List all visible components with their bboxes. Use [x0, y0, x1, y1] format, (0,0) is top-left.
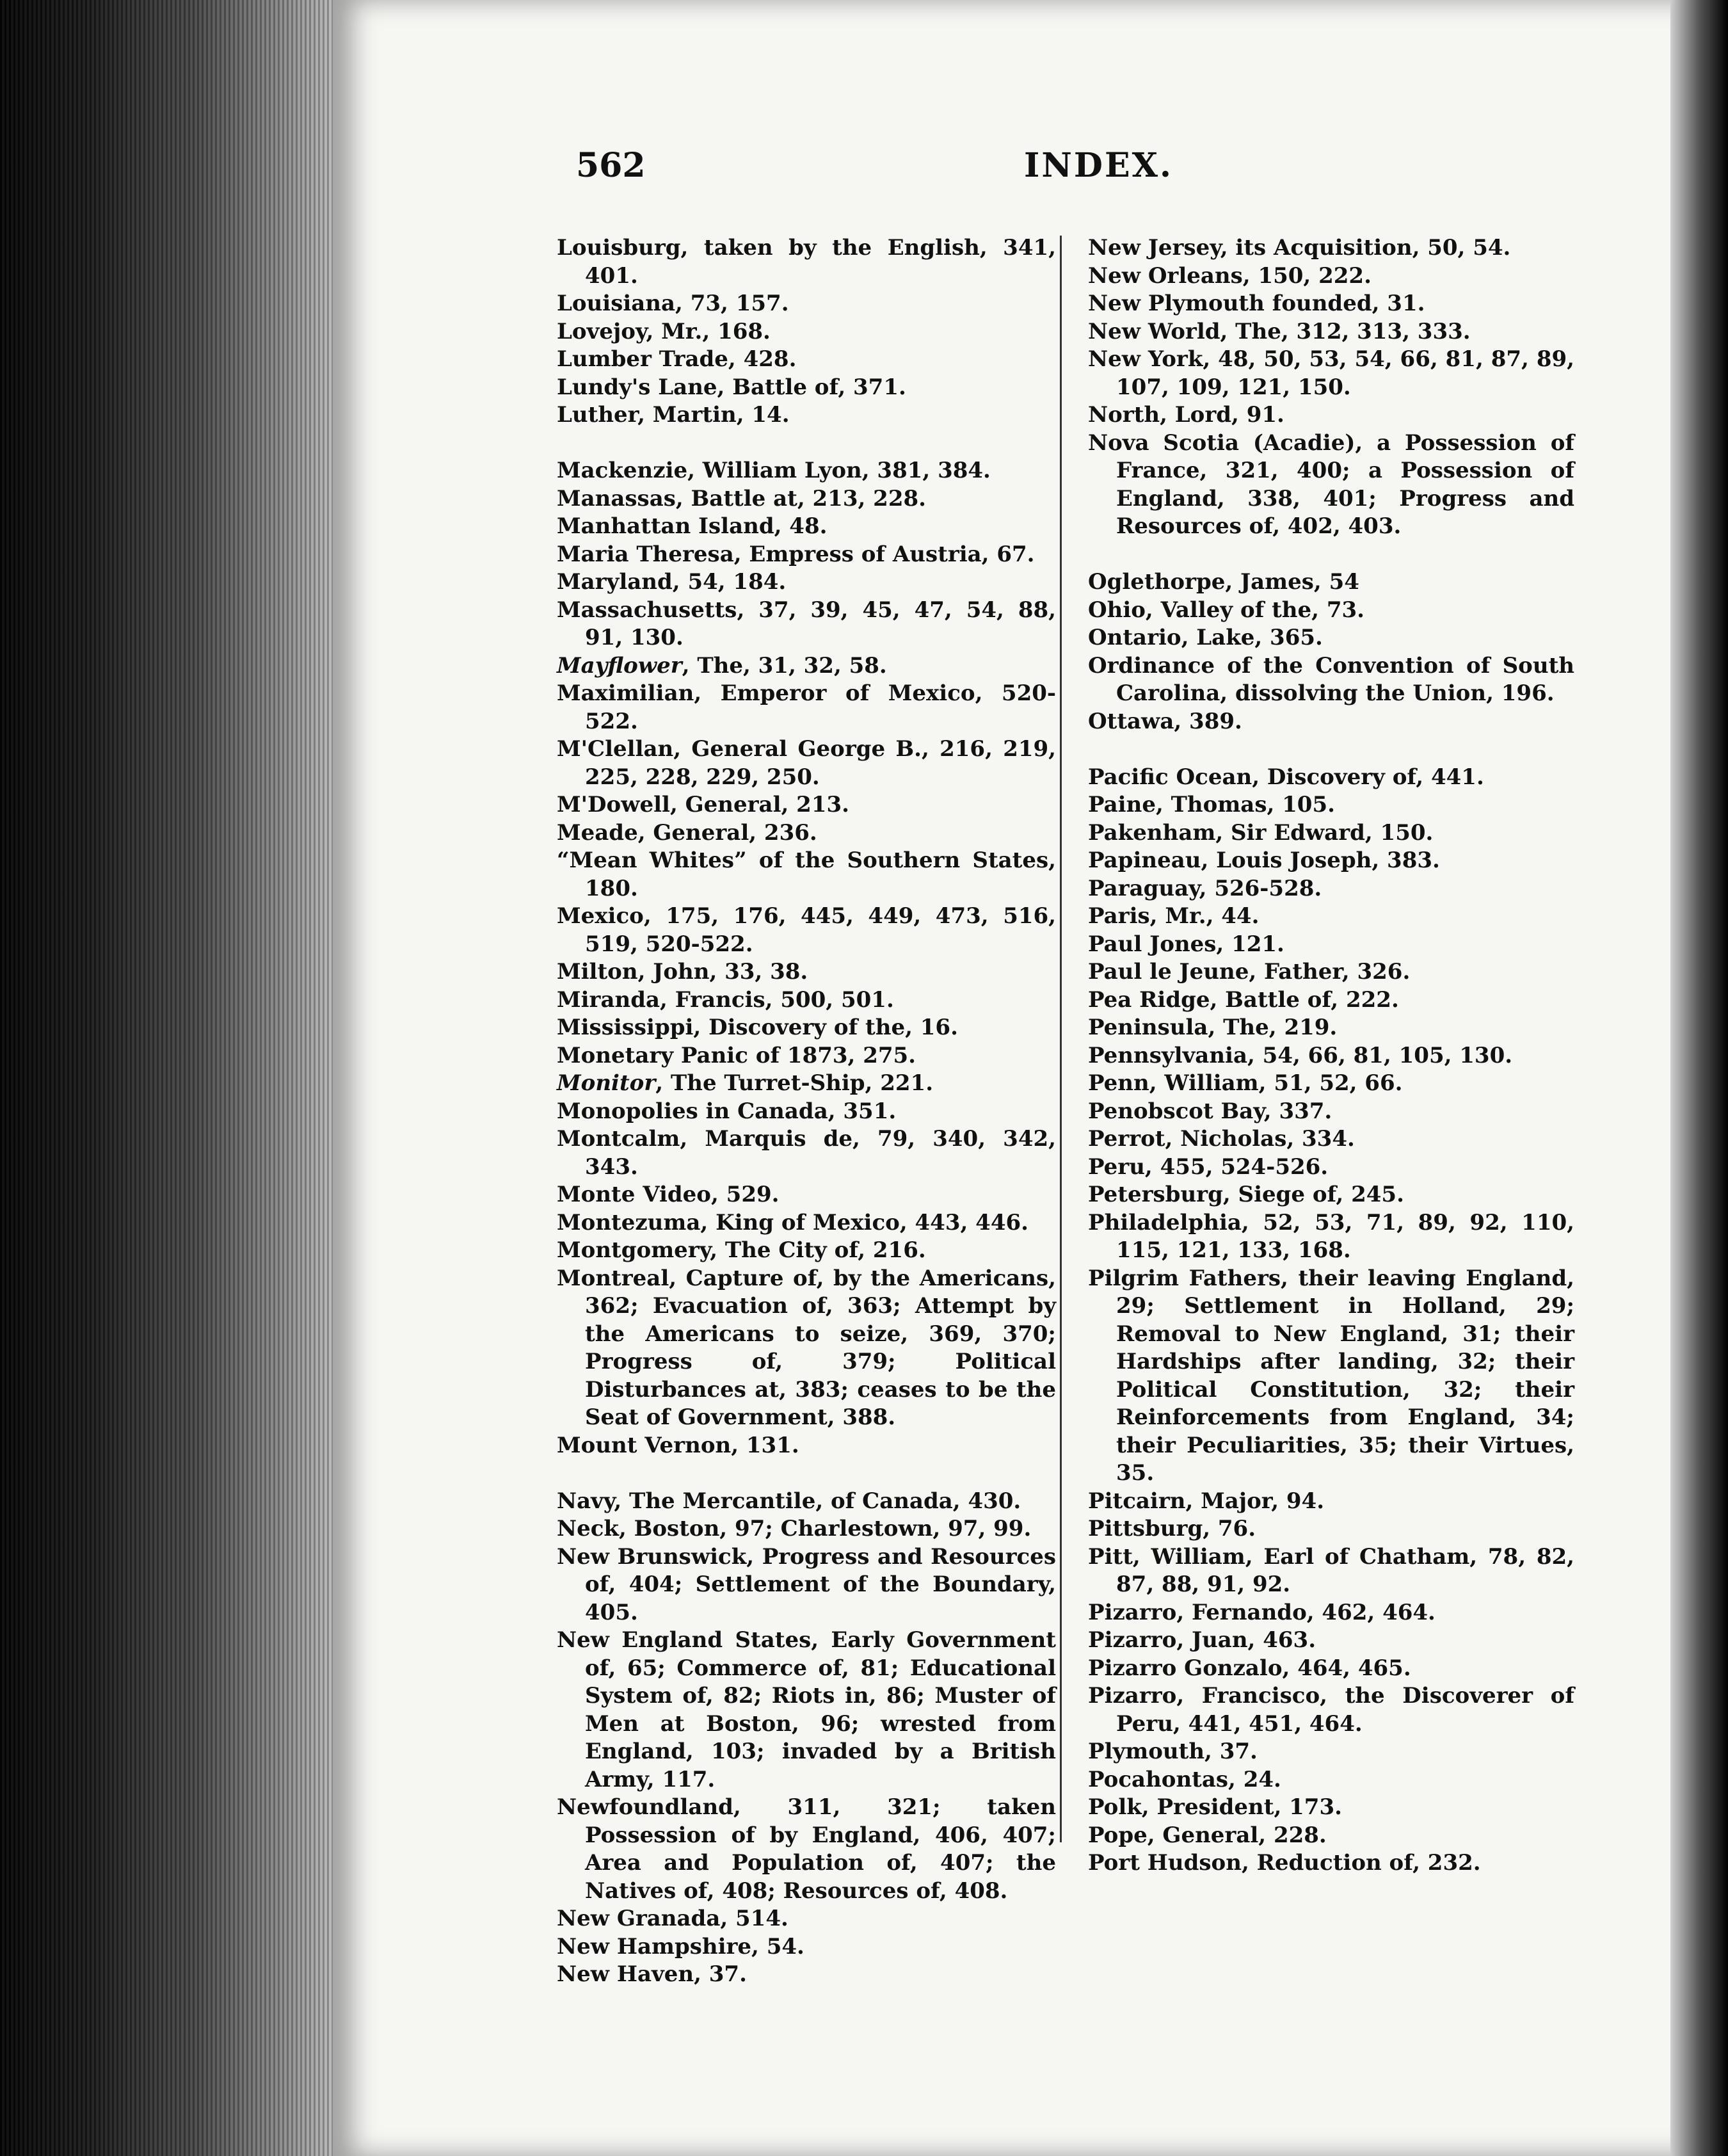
- entry-text: Maryland, 54, 184.: [557, 569, 787, 595]
- index-entry: [557, 1042, 1056, 1070]
- index-entry: [557, 736, 1056, 791]
- index-entry: [1088, 847, 1574, 875]
- index-entry: [557, 457, 1056, 485]
- index-entry: [557, 1265, 1056, 1432]
- index-entry: [1088, 234, 1574, 262]
- book-binding-edge: [0, 0, 358, 2156]
- index-entry: [557, 513, 1056, 541]
- entry-text: Pitt, William, Earl of Chatham, 78, 82, 87, 88, 91, 92.: [1088, 1543, 1574, 1597]
- index-entry: [557, 401, 1056, 430]
- index-entry: [1088, 568, 1574, 597]
- entry-text: New Brunswick, Progress and Resources of, 404; Settlement of the Boundary, 405.: [557, 1543, 1056, 1625]
- index-entry: [557, 791, 1056, 819]
- index-entry: [1088, 958, 1574, 986]
- index-entry: [1088, 1543, 1574, 1599]
- index-entry: [557, 958, 1056, 986]
- entry-text: Massachusetts, 37, 39, 45, 47, 54, 88, 91, 130.: [557, 597, 1056, 650]
- entry-text: Montcalm, Marquis de, 79, 340, 342, 343.: [557, 1126, 1056, 1180]
- entry-text: Maria Theresa, Empress of Austria, 67.: [557, 541, 1035, 567]
- index-entry: [557, 1627, 1056, 1794]
- entry-text: M'Clellan, General George B., 216, 219, 225, 228, 229, 250.: [557, 736, 1056, 790]
- index-entry: [1088, 1154, 1574, 1182]
- entry-text: New England States, Early Government of, 65; Commerce of, 81; Educational System of, 82; Riots in, 86; Muster of Men at Boston, 96; wrested from England, 103; invaded by a British Army, 117.: [557, 1627, 1056, 1792]
- entry-text: Pakenham, Sir Edward, 150.: [1088, 819, 1434, 846]
- entry-text: Pilgrim Fathers, their leaving England, 29; Settlement in Holland, 29; Removal to New England, 31; their Hardships after landing, 32; their Political Constitution, 32; their Reinforcements from England, 34; their Peculiarities, 35; their Virtues, 35.: [1088, 1265, 1574, 1486]
- entry-text: Paris, Mr., 44.: [1088, 903, 1260, 929]
- entry-text: Louisiana, 73, 157.: [557, 291, 789, 316]
- index-entry: [557, 1098, 1056, 1126]
- index-entry: [1088, 1738, 1574, 1766]
- entry-text: Mount Vernon, 131.: [557, 1432, 799, 1458]
- entry-text: Polk, President, 173.: [1088, 1794, 1342, 1820]
- index-entry: [557, 1209, 1056, 1237]
- entry-text: Pennsylvania, 54, 66, 81, 105, 130.: [1088, 1042, 1513, 1068]
- index-entry: [557, 652, 1056, 680]
- index-entry: [557, 1125, 1056, 1181]
- index-entry: [557, 597, 1056, 652]
- entry-text: Plymouth, 37.: [1088, 1739, 1258, 1764]
- italic-title: Monitor: [557, 1070, 656, 1096]
- index-entry: [1088, 1181, 1574, 1209]
- index-column-right: [1088, 234, 1574, 1878]
- index-entry: [1088, 624, 1574, 652]
- index-entry: [557, 847, 1056, 903]
- index-entry: [557, 1961, 1056, 1989]
- entry-text: Pitcairn, Major, 94.: [1088, 1488, 1325, 1514]
- entry-text: Meade, General, 236.: [557, 819, 817, 846]
- entry-text: Philadelphia, 52, 53, 71, 89, 92, 110, 115, 121, 133, 168.: [1088, 1209, 1574, 1263]
- index-entry: [1088, 262, 1574, 291]
- index-entry: [557, 903, 1056, 958]
- index-column-left: [557, 234, 1056, 1989]
- entry-text: Pacific Ocean, Discovery of, 441.: [1088, 764, 1484, 790]
- index-entry: [557, 568, 1056, 597]
- page-number: 562: [576, 146, 646, 185]
- page-edge-shadow: [1670, 0, 1728, 2156]
- entry-text: Ottawa, 389.: [1088, 708, 1242, 734]
- entry-text: Petersburg, Siege of, 245.: [1088, 1182, 1404, 1207]
- entry-text: Pittsburg, 76.: [1088, 1516, 1256, 1541]
- index-entry: [1088, 1515, 1574, 1543]
- entry-text: Paine, Thomas, 105.: [1088, 792, 1335, 817]
- index-entry: [1088, 1627, 1574, 1655]
- index-entry: [557, 1070, 1056, 1098]
- entry-text: Miranda, Francis, 500, 501.: [557, 986, 894, 1013]
- index-entry: [1088, 875, 1574, 903]
- entry-text: “Mean Whites” of the Southern States, 180.: [557, 848, 1056, 901]
- entry-text: Manassas, Battle at, 213, 228.: [557, 485, 926, 511]
- index-entry: [557, 485, 1056, 513]
- entry-text: Lumber Trade, 428.: [557, 346, 797, 372]
- entry-text: Peninsula, The, 219.: [1088, 1015, 1338, 1040]
- index-entry: [1088, 1794, 1574, 1822]
- index-entry: [557, 1543, 1056, 1627]
- entry-text: New Hampshire, 54.: [557, 1933, 804, 1959]
- entry-text: Navy, The Mercantile, of Canada, 430.: [557, 1488, 1021, 1514]
- index-entry: [557, 1432, 1056, 1460]
- index-entry: [557, 374, 1056, 402]
- index-entry: [557, 1237, 1056, 1265]
- entry-text: Monte Video, 529.: [557, 1182, 780, 1207]
- index-entry: [557, 819, 1056, 848]
- entry-text: Papineau, Louis Joseph, 383.: [1088, 848, 1440, 873]
- index-entry: [1088, 1265, 1574, 1488]
- entry-text: Paraguay, 526-528.: [1088, 875, 1322, 901]
- entry-text: Pope, General, 228.: [1088, 1822, 1327, 1848]
- entry-text: Perrot, Nicholas, 334.: [1088, 1126, 1355, 1152]
- entry-text: Montgomery, The City of, 216.: [557, 1237, 926, 1263]
- index-entry: [557, 1488, 1056, 1516]
- index-entry: [1088, 1125, 1574, 1154]
- running-head: INDEX.: [1024, 146, 1174, 185]
- entry-text: Pocahontas, 24.: [1088, 1766, 1281, 1792]
- index-entry: [1088, 1042, 1574, 1070]
- entry-text: Montezuma, King of Mexico, 443, 446.: [557, 1209, 1028, 1235]
- index-entry: [557, 290, 1056, 318]
- entry-text: New Jersey, its Acquisition, 50, 54.: [1088, 235, 1511, 261]
- index-entry: [557, 346, 1056, 374]
- entry-text: Manhattan Island, 48.: [557, 513, 828, 539]
- entry-text: Neck, Boston, 97; Charlestown, 97, 99.: [557, 1516, 1032, 1541]
- entry-text: Milton, John, 33, 38.: [557, 959, 808, 985]
- index-entry: [1088, 1070, 1574, 1098]
- entry-text: Lovejoy, Mr., 168.: [557, 318, 771, 344]
- entry-text: Ohio, Valley of the, 73.: [1088, 597, 1364, 623]
- entry-text: Pizarro Gonzalo, 464, 465.: [1088, 1655, 1411, 1681]
- entry-text: North, Lord, 91.: [1088, 402, 1284, 428]
- section-gap: [557, 430, 1056, 458]
- index-entry: [1088, 1014, 1574, 1042]
- index-entry: [1088, 652, 1574, 708]
- section-gap: [1088, 736, 1574, 764]
- entry-text: Oglethorpe, James, 54: [1088, 569, 1359, 595]
- entry-text: M'Dowell, General, 213.: [557, 792, 849, 817]
- entry-text: Nova Scotia (Acadie), a Possession of France, 321, 400; a Possession of England, 338, 401; Progress and Resources of, 402, 403.: [1088, 430, 1574, 539]
- index-entry: [1088, 903, 1574, 931]
- entry-text: Mackenzie, William Lyon, 381, 384.: [557, 458, 991, 483]
- entry-text: Louisburg, taken by the English, 341, 401.: [557, 235, 1056, 289]
- entry-text: Maximilian, Emperor of Mexico, 520-522.: [557, 680, 1056, 734]
- entry-text: Paul le Jeune, Father, 326.: [1088, 959, 1411, 985]
- index-entry: [1088, 597, 1574, 625]
- index-entry: [1088, 819, 1574, 848]
- index-entry: [1088, 1209, 1574, 1265]
- index-entry: [1088, 1098, 1574, 1126]
- entry-text: , The, 31, 32, 58.: [682, 652, 887, 679]
- index-entry: [1088, 1766, 1574, 1794]
- entry-text: Lundy's Lane, Battle of, 371.: [557, 374, 906, 400]
- index-entry: [1088, 318, 1574, 346]
- index-entry: [557, 1905, 1056, 1933]
- entry-text: Montreal, Capture of, by the Americans, 362; Evacuation of, 363; Attempt by the Americans to seize, 369, 370; Progress of, 379; Political Disturbances at, 383; ceases to be the Seat of Government, 388.: [557, 1265, 1056, 1430]
- entry-text: New Orleans, 150, 222.: [1088, 262, 1372, 289]
- entry-text: Peru, 455, 524-526.: [1088, 1154, 1329, 1180]
- index-entry: [1088, 346, 1574, 401]
- index-entry: [1088, 708, 1574, 736]
- index-entry: [557, 1515, 1056, 1543]
- italic-title: Mayflower: [557, 652, 682, 679]
- section-gap: [1088, 541, 1574, 569]
- entry-text: Ordinance of the Convention of South Carolina, dissolving the Union, 196.: [1088, 652, 1574, 706]
- index-entry: [1088, 986, 1574, 1015]
- index-entry: [1088, 1682, 1574, 1738]
- entry-text: Mississippi, Discovery of the, 16.: [557, 1015, 958, 1040]
- index-entry: [557, 1794, 1056, 1905]
- entry-text: New Haven, 37.: [557, 1961, 747, 1987]
- entry-text: Monetary Panic of 1873, 275.: [557, 1042, 916, 1068]
- entry-text: Penn, William, 51, 52, 66.: [1088, 1070, 1403, 1096]
- section-gap: [557, 1460, 1056, 1488]
- index-entry: [1088, 1599, 1574, 1627]
- index-entry: [557, 986, 1056, 1015]
- entry-text: Newfoundland, 311, 321; taken Possession of by England, 406, 407; Area and Population of, 407; the Natives of, 408; Resources of, 408.: [557, 1794, 1056, 1904]
- entry-text: , The Turret-Ship, 221.: [655, 1070, 934, 1096]
- entry-text: Paul Jones, 121.: [1088, 931, 1284, 957]
- index-entry: [557, 1933, 1056, 1961]
- entry-text: Pizarro, Fernando, 462, 464.: [1088, 1599, 1436, 1625]
- index-entry: [557, 1014, 1056, 1042]
- entry-text: Ontario, Lake, 365.: [1088, 625, 1323, 650]
- index-entry: [1088, 401, 1574, 430]
- entry-text: New Granada, 514.: [557, 1906, 788, 1931]
- index-entry: [1088, 430, 1574, 541]
- index-entry: [1088, 1655, 1574, 1683]
- index-entry: [1088, 290, 1574, 318]
- entry-text: Mexico, 175, 176, 445, 449, 473, 516, 519, 520-522.: [557, 903, 1056, 957]
- entry-text: New World, The, 312, 313, 333.: [1088, 318, 1471, 344]
- index-entry: [557, 318, 1056, 346]
- index-entry: [1088, 1849, 1574, 1878]
- index-entry: [557, 234, 1056, 290]
- index-entry: [1088, 1488, 1574, 1516]
- index-entry: [1088, 1822, 1574, 1850]
- index-entry: [557, 1181, 1056, 1209]
- entry-text: Port Hudson, Reduction of, 232.: [1088, 1850, 1481, 1876]
- index-entry: [557, 541, 1056, 569]
- index-entry: [1088, 931, 1574, 959]
- entry-text: Penobscot Bay, 337.: [1088, 1098, 1332, 1124]
- column-divider: [1060, 236, 1062, 1842]
- entry-text: Pizarro, Francisco, the Discoverer of Peru, 441, 451, 464.: [1088, 1683, 1574, 1737]
- entry-text: New York, 48, 50, 53, 54, 66, 81, 87, 89, 107, 109, 121, 150.: [1088, 346, 1574, 400]
- index-entry: [1088, 791, 1574, 819]
- entry-text: Monopolies in Canada, 351.: [557, 1098, 897, 1124]
- entry-text: Luther, Martin, 14.: [557, 402, 790, 428]
- index-entry: [557, 680, 1056, 736]
- entry-text: Pea Ridge, Battle of, 222.: [1088, 986, 1399, 1013]
- entry-text: Pizarro, Juan, 463.: [1088, 1627, 1316, 1653]
- index-entry: [1088, 764, 1574, 792]
- entry-text: New Plymouth founded, 31.: [1088, 291, 1425, 316]
